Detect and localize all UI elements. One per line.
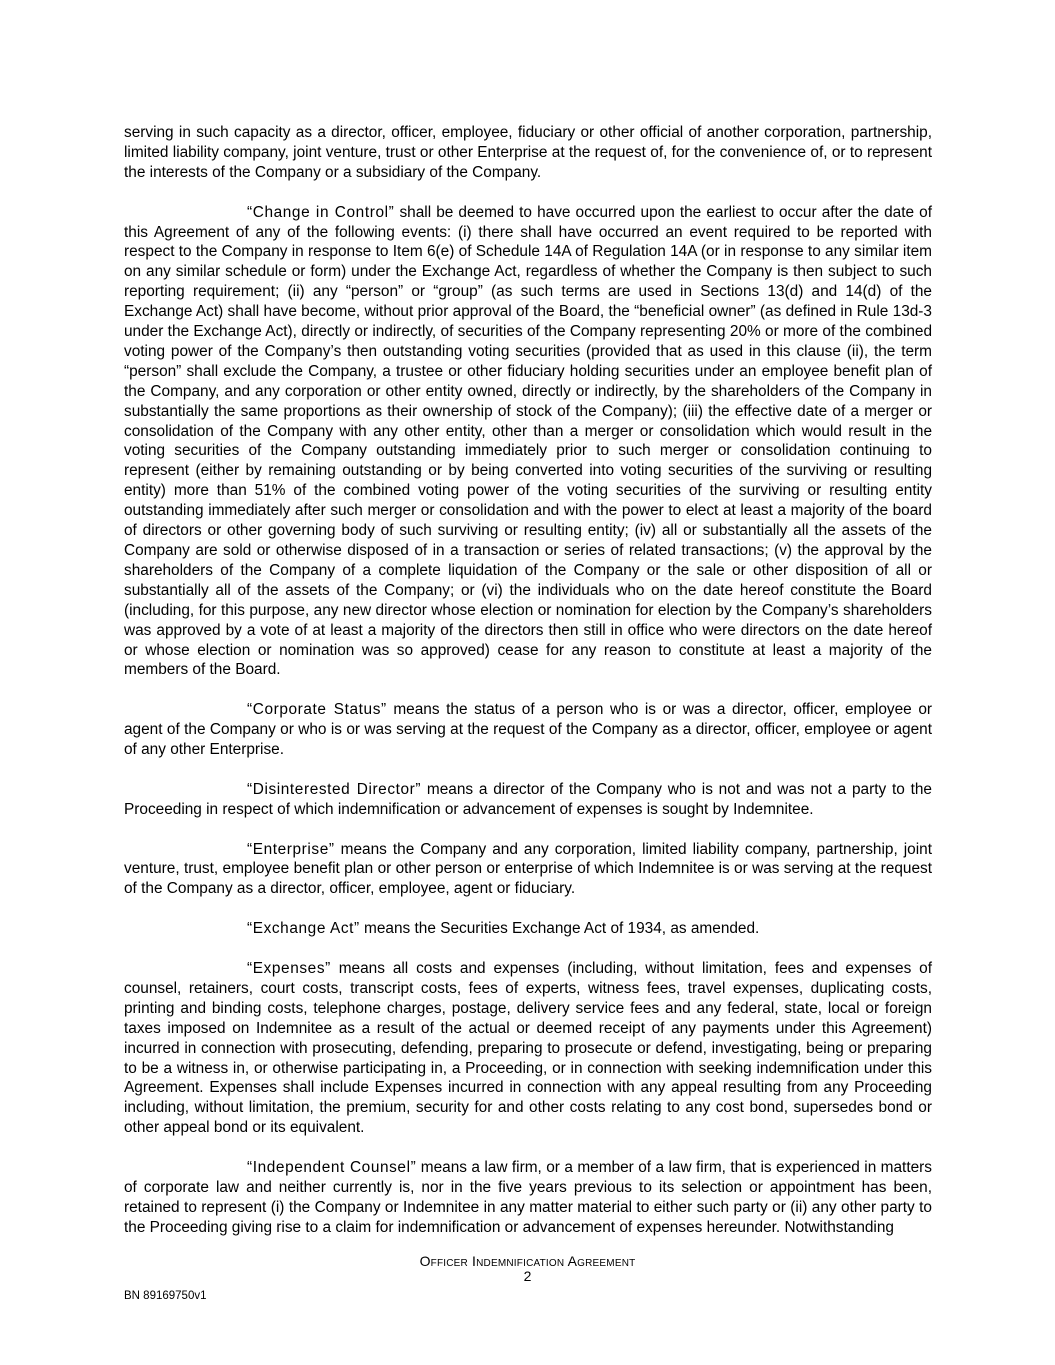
paragraph-enterprise (124, 840, 932, 900)
paragraph-text: means a director of the Company who is not and was not a party to the Proceeding in respect of which indemnification or advancement of expenses is sought by Indemnitee. (124, 780, 932, 818)
page-number: 2 (523, 1268, 532, 1284)
footer-document-title: Officer Indemnification Agreement (419, 1253, 636, 1269)
paragraph-change-in-control (124, 203, 932, 681)
paragraph-independent-counsel (124, 1158, 932, 1238)
paragraph-disinterested-director (124, 780, 932, 820)
paragraph-expenses (124, 959, 932, 1138)
paragraph-text: means the status of a person who is or was a director, officer, employee or agent of the Company or who is or was serving at the request of the Company as a director, officer, employee or agent of any other Enterprise. (124, 701, 932, 759)
defined-term: “Expenses” (247, 959, 331, 977)
document-body (124, 123, 932, 1258)
paragraph-text: means a law firm, or a member of a law firm, that is experienced in matters of corporate law and neither currently is, nor in the five years previous to its selection or appointment has been, retained to represent (i) the Company or Indemnitee in any matter material to either such party or (ii) any other party to the Proceeding giving rise to a claim for indemnification or advancement of expenses hereunder. Notwithstanding (124, 1159, 932, 1236)
paragraph-text: serving in such capacity as a director, officer, employee, fiduciary or other official of another corporation, partnership, limited liability company, joint venture, trust or other Enterprise at the request of, for the convenience of, or to represent the interests of the Company or a subsidiary of the Company. (124, 124, 932, 181)
defined-term: “Enterprise” (247, 840, 335, 858)
defined-term: “Exchange Act” (247, 920, 360, 938)
defined-term: “Disinterested Director” (247, 780, 422, 798)
paragraph-text: means the Company and any corporation, limited liability company, partnership, joint venture, trust, employee benefit plan or other person or enterprise of which Indemnitee is or was serving at the request of the Company as a director, officer, employee, agent or fiduciary. (124, 840, 932, 898)
paragraph-corporate-status (124, 700, 932, 760)
paragraph-exchange-act (124, 919, 932, 939)
defined-term: “Corporate Status” (247, 701, 387, 719)
defined-term: “Change in Control” (247, 203, 395, 221)
paragraph-text: shall be deemed to have occurred upon the earliest to occur after the date of this Agreement of any of the following events: (i) there shall have occurred an event required to be reported with respect to the Company in response to Item 6(e) of Schedule 14A of Regulation 14A (or in response to any similar item on any similar schedule or form) under the Exchange Act, regardless of whether the Company is then subject to such reporting requirement; (ii) any “person” or “group” (as such terms are used in Sections 13(d) and 14(d) of the Exchange Act) shall have become, without prior approval of the Board, the “beneficial owner” (as defined in Rule 13d-3 under the Exchange Act), directly or indirectly, of securities of the Company representing 20% or more of the combined voting power of the Company’s then outstanding voting securities (provided that as used in this clause (ii), the term “person” shall exclude the Company, a trustee or other fiduciary holding securities under an employee benefit plan of the Company, and any corporation or other entity owned, directly or indirectly, by the shareholders of the Company in substantially the same proportions as their ownership of stock of the Company); (iii) the effective date of a merger or consolidation of the Company with any other entity, other than a merger or consolidation which would result in the voting securities of the Company outstanding immediately prior to such merger or consolidation continuing to represent (either by remaining outstanding or by being converted into voting securities of the surviving or resulting entity) more than 51% of the combined voting power of the voting securities of the surviving or resulting entity outstanding immediately after such merger or consolidation and with the power to elect at least a majority of the board of directors or other governing body of such surviving or resulting entity; (iv) all or substantially all the assets of the Company are sold or otherwise disposed of in a transaction or series of related transactions; (v) the approval by the shareholders of the Company of a complete liquidation of the Company or the sale or other disposition of all or substantially all of the assets of the Company; or (vi) the individuals who on the date hereof constitute the Board (including, for this purpose, any new director whose election or nomination for election by the Company’s shareholders was approved by a vote of at least a majority of the directors then still in office who were directors on the date hereof or whose election or nomination was so approved) cease for any reason to constitute at least a majority of the members of the Board. (124, 203, 932, 679)
document-id: BN 89169750v1 (124, 1290, 207, 1302)
paragraph-text: means the Securities Exchange Act of 1934, as amended. (359, 920, 760, 938)
defined-term: “Independent Counsel” (247, 1159, 417, 1177)
paragraph-text: means all costs and expenses (including, without limitation, fees and expenses of counsel, retainers, court costs, transcript costs, fees of experts, witness fees, travel expenses, duplicating costs, printing and binding costs, telephone charges, postage, delivery service fees and any federal, state, local or foreign taxes imposed on Indemnitee as a result of the actual or deemed receipt of any payments under this Agreement) incurred in connection with prosecuting, defending, preparing to prosecute or defend, investigating, being or preparing to be a witness in, or otherwise participating in, a Proceeding, or in connection with seeking indemnification under this Agreement. Expenses shall include Expenses incurred in connection with any appeal resulting from any Proceeding including, without limitation, the premium, security for and other costs relating to any cost bond, supersedes bond or other appeal bond or its equivalent. (124, 959, 932, 1137)
paragraph-continued-serving (124, 123, 932, 183)
